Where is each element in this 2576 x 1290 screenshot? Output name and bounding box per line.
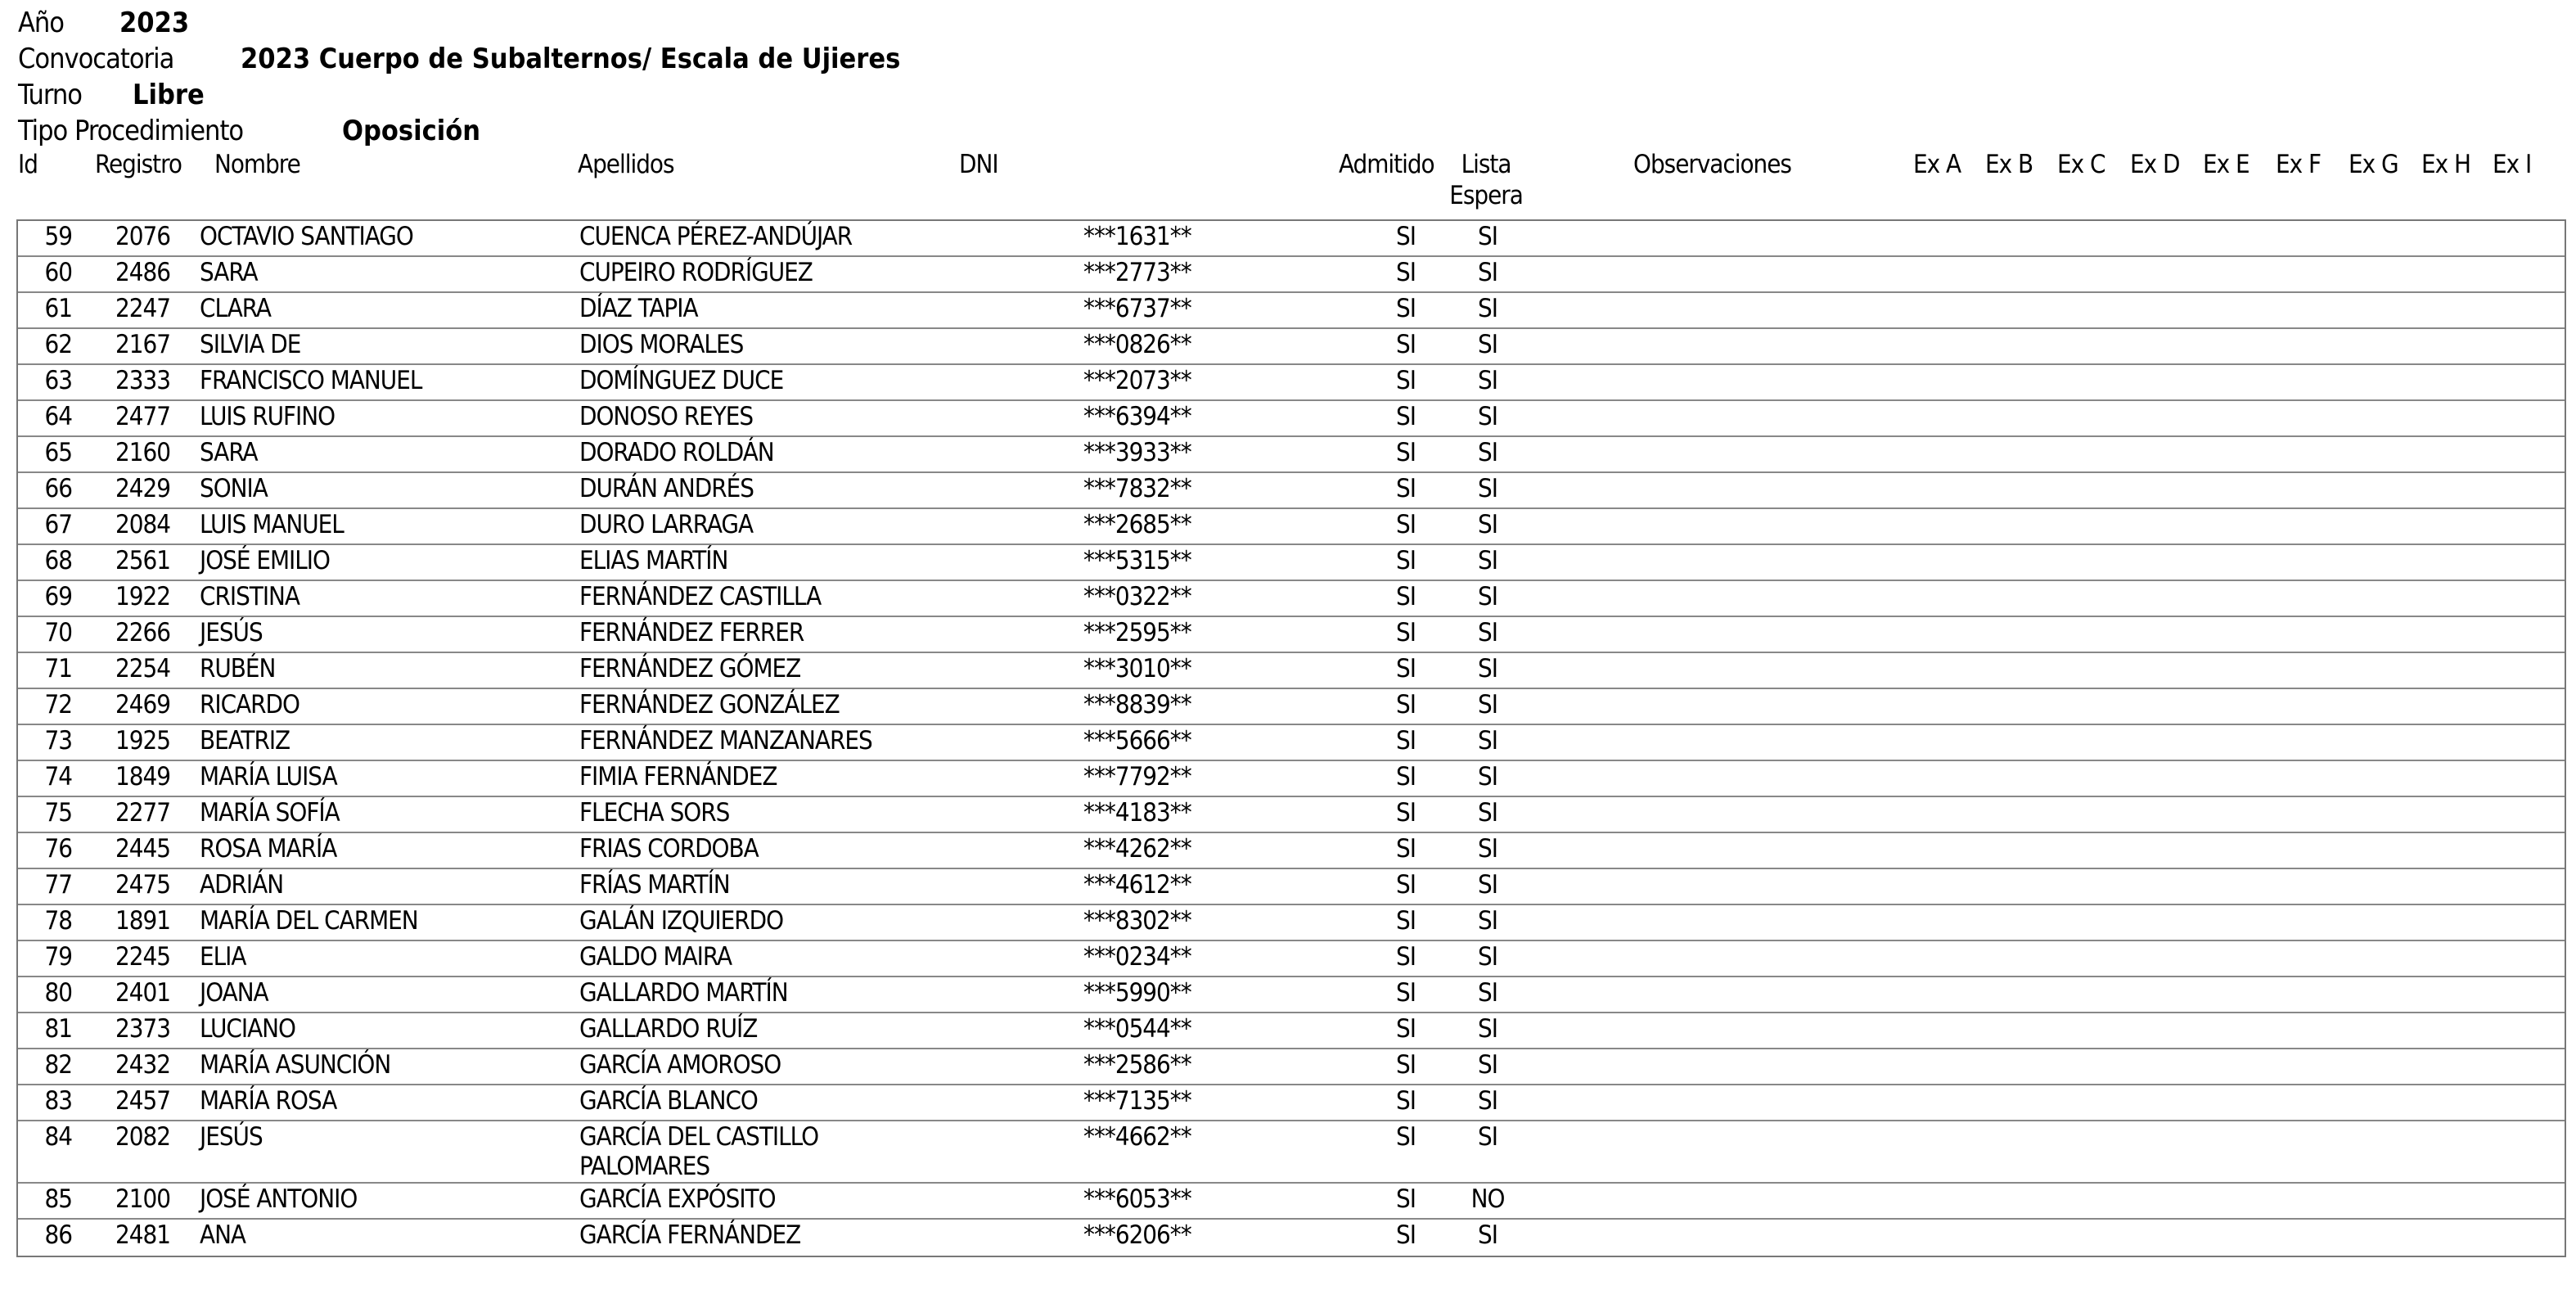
cell-dni: ***6394** xyxy=(1083,402,1191,431)
cell-admitido: SI xyxy=(1396,222,1416,251)
cell-dni: ***4662** xyxy=(1083,1122,1191,1152)
cell-lista-espera: NO xyxy=(1470,1184,1505,1214)
tipo-value: Oposición xyxy=(342,115,481,147)
table-row xyxy=(18,437,2565,473)
cell-dni: ***6737** xyxy=(1083,294,1191,323)
cell-apellidos: CUENCA PÉREZ-ANDÚJAR xyxy=(579,222,853,251)
cell-id: 76 xyxy=(44,834,72,864)
col-header-nombre: Nombre xyxy=(214,150,300,179)
cell-id: 80 xyxy=(44,978,72,1008)
cell-admitido: SI xyxy=(1396,870,1416,900)
cell-admitido: SI xyxy=(1396,1014,1416,1044)
table-row xyxy=(18,941,2565,977)
cell-dni: ***5990** xyxy=(1083,978,1191,1008)
table-row xyxy=(18,221,2565,257)
cell-registro: 2486 xyxy=(115,258,170,287)
cell-nombre: BEATRIZ xyxy=(200,726,290,756)
cell-nombre: CLARA xyxy=(200,294,271,323)
cell-dni: ***5315** xyxy=(1083,546,1191,575)
cell-registro: 2333 xyxy=(115,366,170,395)
cell-registro: 1849 xyxy=(115,762,170,792)
cell-lista-espera: SI xyxy=(1478,762,1497,792)
cell-id: 86 xyxy=(44,1220,72,1250)
cell-registro: 2084 xyxy=(115,510,170,539)
cell-apellidos: ELIAS MARTÍN xyxy=(579,546,728,575)
cell-nombre: OCTAVIO SANTIAGO xyxy=(200,222,413,251)
cell-id: 66 xyxy=(44,474,72,503)
cell-nombre: LUIS MANUEL xyxy=(200,510,344,539)
table-row xyxy=(18,725,2565,761)
col-header-ex-g: Ex G xyxy=(2349,150,2398,179)
cell-dni: ***4612** xyxy=(1083,870,1191,900)
tipo-label: Tipo Procedimiento xyxy=(18,115,244,147)
cell-id: 79 xyxy=(44,942,72,972)
cell-registro: 2475 xyxy=(115,870,170,900)
cell-admitido: SI xyxy=(1396,402,1416,431)
table-row xyxy=(18,293,2565,329)
year-value: 2023 xyxy=(119,7,190,39)
cell-lista-espera: SI xyxy=(1478,726,1497,756)
cell-registro: 2266 xyxy=(115,618,170,647)
cell-dni: ***0322** xyxy=(1083,582,1191,611)
table-row xyxy=(18,869,2565,905)
candidates-table xyxy=(16,219,2566,1257)
cell-nombre: MARÍA DEL CARMEN xyxy=(200,906,418,936)
cell-lista-espera: SI xyxy=(1478,294,1497,323)
cell-lista-espera: SI xyxy=(1478,438,1497,467)
cell-admitido: SI xyxy=(1396,474,1416,503)
cell-nombre: SARA xyxy=(200,258,258,287)
cell-apellidos: FRÍAS MARTÍN xyxy=(579,870,730,900)
cell-registro: 2457 xyxy=(115,1086,170,1116)
cell-apellidos: GARCÍA AMOROSO xyxy=(579,1050,781,1080)
cell-apellidos: FERNÁNDEZ MANZANARES xyxy=(579,726,872,756)
convocatoria-line xyxy=(18,43,901,75)
cell-apellidos: GARCÍA DEL CASTILLO PALOMARES xyxy=(579,1122,819,1181)
cell-id: 59 xyxy=(44,222,72,251)
cell-admitido: SI xyxy=(1396,1220,1416,1250)
cell-admitido: SI xyxy=(1396,1086,1416,1116)
cell-dni: ***2595** xyxy=(1083,618,1191,647)
cell-id: 74 xyxy=(44,762,72,792)
cell-id: 84 xyxy=(44,1122,72,1152)
cell-registro: 2247 xyxy=(115,294,170,323)
cell-lista-espera: SI xyxy=(1478,1086,1497,1116)
cell-apellidos: DONOSO REYES xyxy=(579,402,754,431)
table-row xyxy=(18,1220,2565,1256)
cell-nombre: JESÚS xyxy=(200,618,263,647)
cell-dni: ***3010** xyxy=(1083,654,1191,683)
cell-dni: ***4262** xyxy=(1083,834,1191,864)
cell-lista-espera: SI xyxy=(1478,834,1497,864)
cell-nombre: JOANA xyxy=(200,978,268,1008)
cell-admitido: SI xyxy=(1396,1122,1416,1152)
col-header-ex-e: Ex E xyxy=(2203,150,2249,179)
cell-lista-espera: SI xyxy=(1478,1122,1497,1152)
cell-dni: ***8839** xyxy=(1083,690,1191,719)
cell-nombre: MARÍA LUISA xyxy=(200,762,337,792)
cell-registro: 2401 xyxy=(115,978,170,1008)
cell-admitido: SI xyxy=(1396,546,1416,575)
cell-lista-espera: SI xyxy=(1478,978,1497,1008)
cell-nombre: LUIS RUFINO xyxy=(200,402,336,431)
cell-lista-espera: SI xyxy=(1478,582,1497,611)
table-row xyxy=(18,1121,2565,1184)
cell-nombre: RICARDO xyxy=(200,690,299,719)
col-header-registro: Registro xyxy=(95,150,182,179)
cell-lista-espera: SI xyxy=(1478,618,1497,647)
cell-nombre: MARÍA ROSA xyxy=(200,1086,337,1116)
table-row xyxy=(18,545,2565,581)
cell-id: 72 xyxy=(44,690,72,719)
cell-registro: 2160 xyxy=(115,438,170,467)
cell-dni: ***7135** xyxy=(1083,1086,1191,1116)
table-row xyxy=(18,365,2565,401)
cell-nombre: CRISTINA xyxy=(200,582,299,611)
cell-apellidos: FLECHA SORS xyxy=(579,798,730,828)
col-header-lista: Lista xyxy=(1461,150,1511,179)
table-row xyxy=(18,581,2565,617)
cell-dni: ***7792** xyxy=(1083,762,1191,792)
cell-lista-espera: SI xyxy=(1478,690,1497,719)
cell-lista-espera: SI xyxy=(1478,510,1497,539)
cell-id: 69 xyxy=(44,582,72,611)
cell-apellidos: DÍAZ TAPIA xyxy=(579,294,698,323)
cell-registro: 2277 xyxy=(115,798,170,828)
tipo-line xyxy=(18,115,481,147)
cell-apellidos: FERNÁNDEZ FERRER xyxy=(579,618,804,647)
cell-id: 73 xyxy=(44,726,72,756)
cell-id: 68 xyxy=(44,546,72,575)
cell-nombre: ADRIÁN xyxy=(200,870,284,900)
cell-dni: ***8302** xyxy=(1083,906,1191,936)
cell-registro: 2167 xyxy=(115,330,170,359)
col-header-ex-b: Ex B xyxy=(1985,150,2033,179)
col-header-apellidos: Apellidos xyxy=(578,150,674,179)
convocatoria-label: Convocatoria xyxy=(18,43,174,75)
table-row xyxy=(18,1085,2565,1121)
cell-dni: ***0826** xyxy=(1083,330,1191,359)
table-row xyxy=(18,257,2565,293)
cell-registro: 2469 xyxy=(115,690,170,719)
cell-nombre: FRANCISCO MANUEL xyxy=(200,366,422,395)
cell-nombre: LUCIANO xyxy=(200,1014,295,1044)
table-row xyxy=(18,1013,2565,1049)
cell-admitido: SI xyxy=(1396,294,1416,323)
cell-registro: 2100 xyxy=(115,1184,170,1214)
cell-admitido: SI xyxy=(1396,510,1416,539)
cell-apellidos: GALDO MAIRA xyxy=(579,942,732,972)
col-header-ex-h: Ex H xyxy=(2421,150,2470,179)
convocatoria-value: 2023 Cuerpo de Subalternos/ Escala de Ujieres xyxy=(241,43,901,75)
cell-registro: 2561 xyxy=(115,546,170,575)
cell-nombre: JOSÉ EMILIO xyxy=(200,546,330,575)
cell-lista-espera: SI xyxy=(1478,906,1497,936)
cell-dni: ***2773** xyxy=(1083,258,1191,287)
cell-registro: 2481 xyxy=(115,1220,170,1250)
cell-apellidos: DURÁN ANDRÉS xyxy=(579,474,754,503)
col-header-ex-d: Ex D xyxy=(2130,150,2180,179)
cell-dni: ***5666** xyxy=(1083,726,1191,756)
cell-nombre: SONIA xyxy=(200,474,268,503)
table-row xyxy=(18,329,2565,365)
cell-nombre: SILVIA DE xyxy=(200,330,301,359)
col-header-ex-f: Ex F xyxy=(2276,150,2322,179)
cell-nombre: MARÍA ASUNCIÓN xyxy=(200,1050,391,1080)
cell-dni: ***4183** xyxy=(1083,798,1191,828)
cell-admitido: SI xyxy=(1396,690,1416,719)
cell-registro: 2373 xyxy=(115,1014,170,1044)
cell-lista-espera: SI xyxy=(1478,870,1497,900)
cell-admitido: SI xyxy=(1396,798,1416,828)
table-row xyxy=(18,905,2565,941)
cell-admitido: SI xyxy=(1396,366,1416,395)
cell-id: 71 xyxy=(44,654,72,683)
cell-admitido: SI xyxy=(1396,1050,1416,1080)
col-header-admitido: Admitido xyxy=(1339,150,1434,179)
cell-id: 62 xyxy=(44,330,72,359)
col-header-espera: Espera xyxy=(1449,181,1523,210)
cell-apellidos: FIMIA FERNÁNDEZ xyxy=(579,762,777,792)
cell-id: 61 xyxy=(44,294,72,323)
cell-admitido: SI xyxy=(1396,978,1416,1008)
cell-id: 83 xyxy=(44,1086,72,1116)
cell-id: 82 xyxy=(44,1050,72,1080)
cell-lista-espera: SI xyxy=(1478,222,1497,251)
cell-apellidos: GARCÍA EXPÓSITO xyxy=(579,1184,776,1214)
cell-dni: ***2586** xyxy=(1083,1050,1191,1080)
cell-apellidos: GALLARDO RUÍZ xyxy=(579,1014,758,1044)
cell-id: 64 xyxy=(44,402,72,431)
cell-apellidos: DURO LARRAGA xyxy=(579,510,754,539)
cell-lista-espera: SI xyxy=(1478,402,1497,431)
cell-dni: ***6206** xyxy=(1083,1220,1191,1250)
cell-admitido: SI xyxy=(1396,1184,1416,1214)
cell-admitido: SI xyxy=(1396,654,1416,683)
cell-admitido: SI xyxy=(1396,330,1416,359)
cell-apellidos: GALÁN IZQUIERDO xyxy=(579,906,784,936)
cell-admitido: SI xyxy=(1396,438,1416,467)
col-header-observaciones: Observaciones xyxy=(1633,150,1791,179)
cell-lista-espera: SI xyxy=(1478,366,1497,395)
cell-id: 81 xyxy=(44,1014,72,1044)
cell-dni: ***1631** xyxy=(1083,222,1191,251)
turno-line xyxy=(18,79,205,111)
table-row xyxy=(18,509,2565,545)
cell-nombre: ELIA xyxy=(200,942,246,972)
cell-dni: ***0544** xyxy=(1083,1014,1191,1044)
cell-lista-espera: SI xyxy=(1478,474,1497,503)
cell-id: 75 xyxy=(44,798,72,828)
cell-lista-espera: SI xyxy=(1478,1220,1497,1250)
table-row xyxy=(18,617,2565,653)
cell-lista-espera: SI xyxy=(1478,798,1497,828)
cell-admitido: SI xyxy=(1396,762,1416,792)
col-header-ex-a: Ex A xyxy=(1913,150,1961,179)
cell-dni: ***3933** xyxy=(1083,438,1191,467)
cell-registro: 1925 xyxy=(115,726,170,756)
table-row xyxy=(18,401,2565,437)
cell-dni: ***0234** xyxy=(1083,942,1191,972)
cell-registro: 2254 xyxy=(115,654,170,683)
cell-registro: 2477 xyxy=(115,402,170,431)
cell-dni: ***2073** xyxy=(1083,366,1191,395)
cell-lista-espera: SI xyxy=(1478,546,1497,575)
year-label: Año xyxy=(18,7,65,39)
cell-id: 70 xyxy=(44,618,72,647)
turno-label: Turno xyxy=(18,79,82,111)
cell-registro: 2245 xyxy=(115,942,170,972)
cell-lista-espera: SI xyxy=(1478,654,1497,683)
cell-id: 63 xyxy=(44,366,72,395)
cell-dni: ***6053** xyxy=(1083,1184,1191,1214)
cell-nombre: JOSÉ ANTONIO xyxy=(200,1184,358,1214)
table-row xyxy=(18,689,2565,725)
cell-registro: 2076 xyxy=(115,222,170,251)
cell-admitido: SI xyxy=(1396,582,1416,611)
cell-lista-espera: SI xyxy=(1478,330,1497,359)
col-header-id: Id xyxy=(18,150,38,179)
cell-nombre: MARÍA SOFÍA xyxy=(200,798,340,828)
cell-admitido: SI xyxy=(1396,834,1416,864)
table-row xyxy=(18,797,2565,833)
cell-admitido: SI xyxy=(1396,726,1416,756)
table-row xyxy=(18,1049,2565,1085)
cell-apellidos: FERNÁNDEZ GONZÁLEZ xyxy=(579,690,840,719)
cell-apellidos: FERNÁNDEZ GÓMEZ xyxy=(579,654,801,683)
cell-apellidos: DORADO ROLDÁN xyxy=(579,438,774,467)
cell-id: 77 xyxy=(44,870,72,900)
table-row xyxy=(18,653,2565,689)
cell-id: 78 xyxy=(44,906,72,936)
cell-apellidos: CUPEIRO RODRÍGUEZ xyxy=(579,258,813,287)
cell-id: 65 xyxy=(44,438,72,467)
cell-apellidos: GARCÍA FERNÁNDEZ xyxy=(579,1220,801,1250)
cell-registro: 2432 xyxy=(115,1050,170,1080)
cell-id: 67 xyxy=(44,510,72,539)
table-row xyxy=(18,761,2565,797)
cell-registro: 1922 xyxy=(115,582,170,611)
cell-nombre: RUBÉN xyxy=(200,654,276,683)
cell-lista-espera: SI xyxy=(1478,1050,1497,1080)
cell-id: 85 xyxy=(44,1184,72,1214)
col-header-ex-i: Ex I xyxy=(2493,150,2532,179)
cell-nombre: JESÚS xyxy=(200,1122,263,1152)
table-row xyxy=(18,833,2565,869)
cell-apellidos: FRIAS CORDOBA xyxy=(579,834,759,864)
cell-id: 60 xyxy=(44,258,72,287)
cell-apellidos: GALLARDO MARTÍN xyxy=(579,978,788,1008)
cell-nombre: ROSA MARÍA xyxy=(200,834,337,864)
table-row xyxy=(18,1184,2565,1220)
turno-value: Libre xyxy=(133,79,205,111)
table-row xyxy=(18,473,2565,509)
cell-admitido: SI xyxy=(1396,942,1416,972)
col-header-ex-c: Ex C xyxy=(2057,150,2105,179)
cell-lista-espera: SI xyxy=(1478,1014,1497,1044)
cell-apellidos: DOMÍNGUEZ DUCE xyxy=(579,366,784,395)
cell-registro: 1891 xyxy=(115,906,170,936)
cell-registro: 2429 xyxy=(115,474,170,503)
cell-registro: 2082 xyxy=(115,1122,170,1152)
cell-apellidos: FERNÁNDEZ CASTILLA xyxy=(579,582,822,611)
cell-admitido: SI xyxy=(1396,906,1416,936)
cell-nombre: SARA xyxy=(200,438,258,467)
cell-dni: ***2685** xyxy=(1083,510,1191,539)
cell-admitido: SI xyxy=(1396,618,1416,647)
cell-registro: 2445 xyxy=(115,834,170,864)
cell-nombre: ANA xyxy=(200,1220,246,1250)
cell-lista-espera: SI xyxy=(1478,258,1497,287)
cell-dni: ***7832** xyxy=(1083,474,1191,503)
cell-apellidos: DIOS MORALES xyxy=(579,330,744,359)
cell-apellidos: GARCÍA BLANCO xyxy=(579,1086,758,1116)
cell-lista-espera: SI xyxy=(1478,942,1497,972)
year-line xyxy=(18,7,190,39)
table-row xyxy=(18,977,2565,1013)
col-header-dni: DNI xyxy=(959,150,998,179)
cell-admitido: SI xyxy=(1396,258,1416,287)
